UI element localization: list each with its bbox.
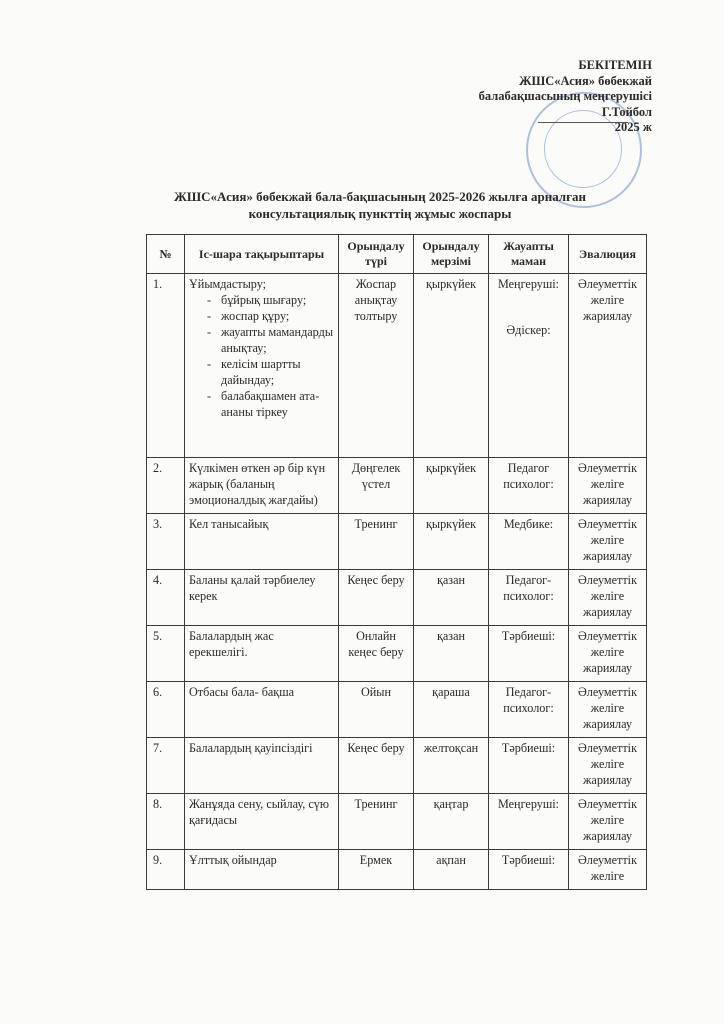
row-form: Онлайн кеңес беру — [339, 626, 414, 682]
row-responsible: Тәрбиеші: — [489, 626, 569, 682]
plan-table — [146, 234, 647, 890]
row-form: Кеңес беру — [339, 570, 414, 626]
row-responsible: Педагог психолог: — [489, 458, 569, 514]
row-period: қыркүйек — [414, 274, 489, 458]
table-row — [147, 274, 647, 458]
header-row — [147, 235, 647, 274]
row-number: 2. — [147, 458, 185, 514]
row-form: Кеңес беру — [339, 738, 414, 794]
row-topic: Отбасы бала- бақша — [185, 682, 339, 738]
row-topic: Баланы қалай тәрбиелеу керек — [185, 570, 339, 626]
approval-line-2: ЖШС«Асия» бөбекжай — [519, 73, 652, 88]
row-number: 6. — [147, 682, 185, 738]
row-number: 7. — [147, 738, 185, 794]
row-topic: Кел танысайық — [185, 514, 339, 570]
row-topic-heading: Ұйымдастыру; — [189, 277, 267, 291]
header-topic: Іс-шара тақырыптары — [185, 235, 339, 274]
row-evaluation: Әлеуметтік желіге жариялау — [569, 738, 647, 794]
row-responsible: Педагог-психолог: — [489, 570, 569, 626]
row-evaluation: Әлеуметтік желіге жариялау — [569, 514, 647, 570]
row-responsible: Медбике: — [489, 514, 569, 570]
row-number: 4. — [147, 570, 185, 626]
header-form: Орындалу түрі — [339, 235, 414, 274]
row-period: қыркүйек — [414, 514, 489, 570]
row-number: 9. — [147, 850, 185, 890]
table-row — [147, 570, 647, 626]
subitem: - жоспар құру; — [207, 308, 334, 324]
subitem: - келісім шартты дайындау; — [207, 356, 334, 388]
row-topic: Балалардың қауіпсіздігі — [185, 738, 339, 794]
row-responsible: Тәрбиеші: — [489, 850, 569, 890]
header-responsible: Жауапты маман — [489, 235, 569, 274]
document-title — [150, 188, 610, 222]
header-period: Орындалу мерзімі — [414, 235, 489, 274]
row-period: қазан — [414, 626, 489, 682]
row-evaluation: Әлеуметтік желіге жариялау — [569, 794, 647, 850]
row-topic: Балалардың жас ерекшелігі. — [185, 626, 339, 682]
responsible-methodist: Әдіскер: — [506, 323, 551, 337]
row-evaluation: Әлеуметтік желіге — [569, 850, 647, 890]
row-topic: Күлкімен өткен әр бір күн жарық (баланың эмоционалдық жағдайы) — [185, 458, 339, 514]
approval-line-1: БЕКІТЕМІН — [578, 58, 652, 72]
title-line-1: ЖШС«Асия» бөбекжай бала-бақшасының 2025-2026 жылға арналған — [173, 189, 586, 204]
row-period: желтоқсан — [414, 738, 489, 794]
row-period: ақпан — [414, 850, 489, 890]
subitem-list — [189, 292, 334, 420]
approval-block — [392, 58, 652, 136]
row-period: қаңтар — [414, 794, 489, 850]
subitem: - балабақшамен ата-ананы тіркеу — [207, 388, 334, 420]
row-period: қыркүйек — [414, 458, 489, 514]
table-row — [147, 682, 647, 738]
row-number: 3. — [147, 514, 185, 570]
row-topic — [185, 274, 339, 458]
approval-line-4: Г.Тойбол — [601, 104, 652, 119]
row-responsible: Меңгеруші: — [489, 794, 569, 850]
subitem: - бұйрық шығару; — [207, 292, 334, 308]
row-form: Тренинг — [339, 514, 414, 570]
table-row — [147, 794, 647, 850]
subitem: - жауапты мамандарды анықтау; — [207, 324, 334, 356]
table-row — [147, 850, 647, 890]
row-form: Жоспар анықтау толтыру — [339, 274, 414, 458]
row-responsible: Тәрбиеші: — [489, 738, 569, 794]
row-evaluation: Әлеуметтік желіге жариялау — [569, 626, 647, 682]
row-number: 5. — [147, 626, 185, 682]
header-evaluation: Эвалюция — [569, 235, 647, 274]
row-period: қараша — [414, 682, 489, 738]
header-number: № — [147, 235, 185, 274]
row-evaluation: Әлеуметтік желіге жариялау — [569, 682, 647, 738]
title-line-2: консультациялық пункттің жұмыс жоспары — [248, 206, 512, 221]
table-row — [147, 738, 647, 794]
row-form: Дөңгелек үстел — [339, 458, 414, 514]
row-number: 8. — [147, 794, 185, 850]
row-evaluation: Әлеуметтік желіге жариялау — [569, 570, 647, 626]
approval-line-3: балабақшасының меңгерушісі — [478, 89, 652, 103]
table-row — [147, 626, 647, 682]
row-form: Ермек — [339, 850, 414, 890]
row-evaluation: Әлеуметтік желіге жариялау — [569, 274, 647, 458]
table-row — [147, 458, 647, 514]
row-number: 1. — [147, 274, 185, 458]
approval-line-5: 2025 ж — [614, 120, 652, 134]
row-evaluation: Әлеуметтік желіге жариялау — [569, 458, 647, 514]
row-responsible — [489, 274, 569, 458]
row-topic: Жанұяда сену, сыйлау, сүю қағидасы — [185, 794, 339, 850]
row-form: Тренинг — [339, 794, 414, 850]
row-period: қазан — [414, 570, 489, 626]
responsible-head: Меңгеруші: — [497, 277, 560, 291]
row-topic: Ұлттық ойындар — [185, 850, 339, 890]
table-row — [147, 514, 647, 570]
row-form: Ойын — [339, 682, 414, 738]
row-responsible: Педагог-психолог: — [489, 682, 569, 738]
